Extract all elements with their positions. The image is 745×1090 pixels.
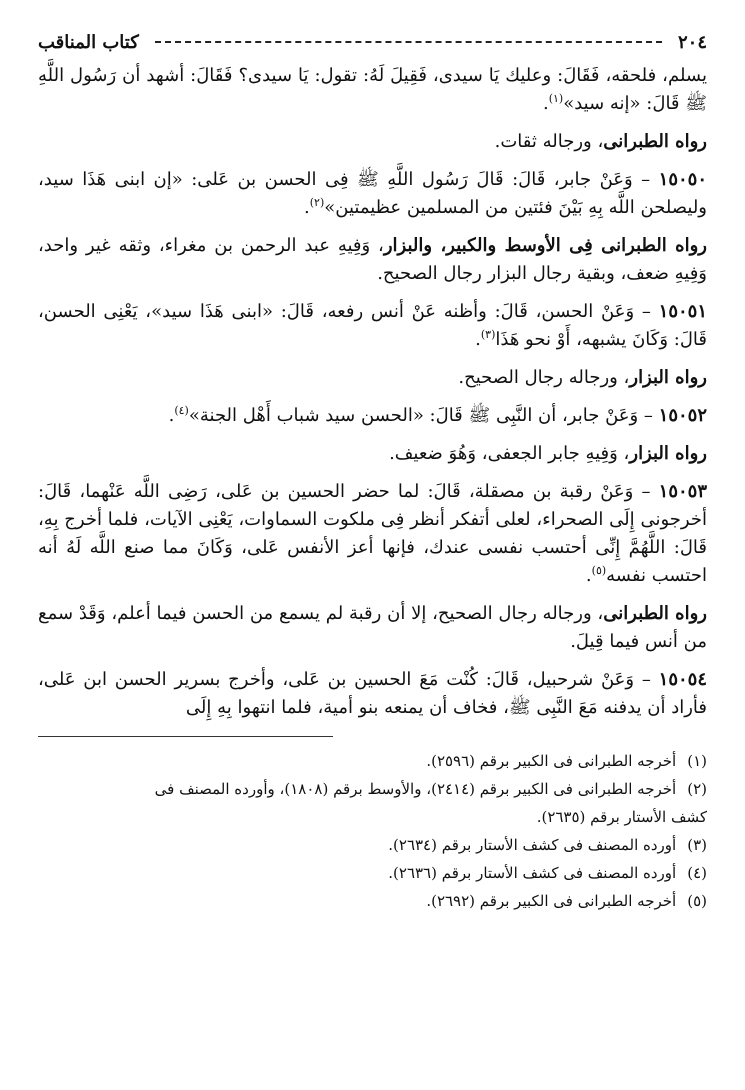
footnotes (38, 747, 707, 915)
grading-text: ، وَفِيهِ عبد الرحمن بن مغراء، وثقه غير واحد، وَفِيهِ ضعف، وبقية رجال البزار رجال الصحيح. (38, 235, 707, 284)
header-divider (155, 41, 662, 43)
hadith-text: – وَعَنْ رقبة بن مصقلة، قَالَ: لما حضر الحسين بن عَلى، رَضِى اللَّه عَنْهما، قَالَ: أخرجونى إِلَى الصحراء، لعلى أتفكر أنظر فِى ملكوت السماوات، يَعْنِى الآيات، فلما أخرج بِهِ، قَالَ: اللَّهُمَّ إِنِّى أحتسب نفسى عندك، فإنها أعز الأنفس عَلى، وَكَانَ مما صنع اللَّه لَهُ أنه احتسب نفسه (38, 481, 707, 586)
page-number: ٢٠٤ (677, 31, 707, 53)
narration-grading (38, 364, 707, 392)
hadith-number: ١٥٠٥١ (658, 301, 707, 322)
book-title: كتاب المناقب (38, 31, 139, 53)
source-attribution: رواه الطبرانى فِى الأوسط والكبير، والبزار (383, 235, 707, 256)
footnote-number: (١) (687, 752, 707, 770)
hadith-number: ١٥٠٥٤ (658, 669, 707, 690)
footnote-text: أخرجه الطبرانى فى الكبير برقم (٢٥٩٦). (426, 752, 677, 770)
hadith-15053 (38, 478, 707, 590)
source-attribution: رواه البزار (629, 367, 707, 388)
footnote-2 (38, 775, 707, 803)
narration-grading (38, 128, 707, 156)
source-attribution: رواه الطبرانى (603, 131, 707, 152)
footnote-separator (38, 736, 333, 737)
grading-text: ، ورجاله ثقات. (494, 131, 604, 152)
grading-text: ، وَفِيهِ جابر الجعفى، وَهُوَ ضعيف. (389, 443, 630, 464)
narration-grading (38, 232, 707, 288)
footnote-text: أورده المصنف فى كشف الأستار برقم (٢٦٣٦). (388, 864, 677, 882)
source-attribution: رواه الطبرانى (603, 603, 707, 624)
footnote-number: (٢) (687, 780, 707, 798)
main-text (38, 62, 707, 722)
footnote-ref[interactable]: (٥) (591, 564, 607, 577)
footnote-ref[interactable]: (١) (548, 92, 564, 105)
footnote-text: أخرجه الطبرانى فى الكبير برقم (٢٤١٤)، والأوسط برقم (١٨٠٨)، وأورده المصنف فى (154, 780, 677, 798)
hadith-15054 (38, 666, 707, 722)
hadith-15052 (38, 402, 707, 430)
footnote-text: كشف الأستار برقم (٢٦٣٥). (536, 808, 707, 826)
narration-grading (38, 440, 707, 468)
hadith-text: – وَعَنْ شرحبيل، قَالَ: كُنْت مَعَ الحسين بن عَلى، وأخرج بسرير الحسن ابن عَلى، فأراد أن يدفنه مَعَ النَّبِى ﷺ، فخاف أن يمنعه بنو أمية، فلما انتهوا بِهِ إِلَى (38, 669, 707, 718)
hadith-number: ١٥٠٥٠ (658, 169, 707, 190)
narration-grading (38, 600, 707, 656)
hadith-tail: . (585, 565, 592, 586)
source-attribution: رواه البزار (629, 443, 707, 464)
hadith-text: – وَعَنْ جابر، قَالَ: قَالَ رَسُول اللَّهِ ﷺ فِى الحسن بن عَلى: «إن ابنى هَذَا سيد، وليصلحن اللَّه بِهِ بَيْنَ فئتين من المسلمين عظيمتين» (38, 169, 707, 218)
grading-text: ، ورجاله رجال الصحيح، إلا أن رقبة لم يسمع من الحسن فيما أعلم، وَقَدْ سمع من أنس فيما قِيلَ. (38, 603, 707, 652)
hadith-tail: . (168, 405, 175, 426)
hadith-15050 (38, 166, 707, 222)
hadith-tail: . (303, 197, 310, 218)
footnote-5 (38, 887, 707, 915)
footnote-text: أخرجه الطبرانى فى الكبير برقم (٢٦٩٢). (426, 892, 677, 910)
footnote-ref[interactable]: (٣) (480, 328, 496, 341)
footnote-number: (٤) (687, 864, 707, 882)
hadith-text: – وَعَنْ الحسن، قَالَ: وأظنه عَنْ أنس رفعه، قَالَ: «ابنى هَذَا سيد»، يَعْنِى الحسن، قَالَ: وَكَانَ يشبهه، أَوْ نحو هَذَا (38, 301, 707, 350)
hadith-tail: . (475, 329, 481, 350)
footnote-1 (38, 747, 707, 775)
footnote-ref[interactable]: (٢) (309, 196, 325, 209)
footnote-4 (38, 859, 707, 887)
footnote-3 (38, 831, 707, 859)
paragraph-text: يسلم، فلحقه، فَقَالَ: وعليك يَا سيدى، فَقِيلَ لَهُ: تقول: يَا سيدى؟ فَقَالَ: أشهد أن رَسُول اللَّهِ ﷺ قَالَ: «إنه سيد» (38, 65, 707, 114)
hadith-number: ١٥٠٥٣ (658, 481, 707, 502)
footnote-text: أورده المصنف فى كشف الأستار برقم (٢٦٣٤). (388, 836, 677, 854)
footnote-2-continuation (38, 803, 707, 831)
footnote-number: (٣) (687, 836, 707, 854)
hadith-15051 (38, 298, 707, 354)
footnote-ref[interactable]: (٤) (174, 404, 189, 417)
page-header (38, 22, 707, 62)
paragraph-continuation (38, 62, 707, 118)
grading-text: ، ورجاله رجال الصحيح. (458, 367, 630, 388)
hadith-number: ١٥٠٥٢ (658, 405, 707, 426)
hadith-text: – وَعَنْ جابر، أن النَّبِى ﷺ قَالَ: «الحسن سيد شباب أَهْل الجنة» (188, 405, 659, 426)
paragraph-tail: . (542, 93, 549, 114)
footnote-number: (٥) (687, 892, 707, 910)
